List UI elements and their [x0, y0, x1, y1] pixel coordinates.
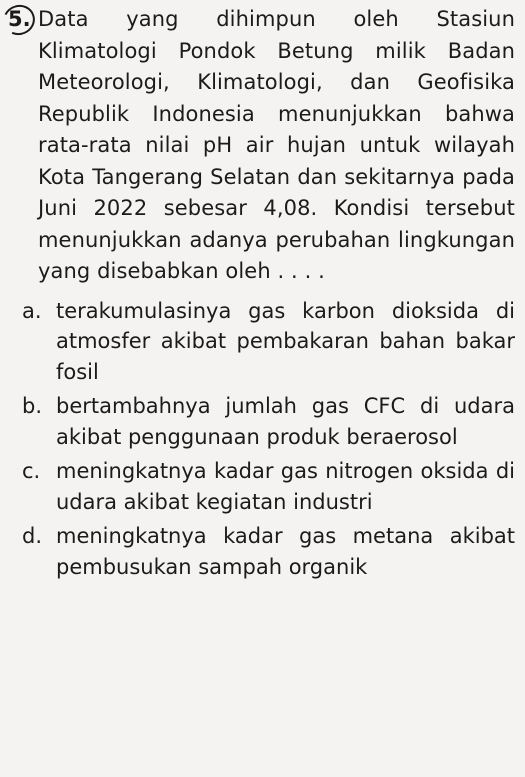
option-text: bertambahnya jumlah gas CFC di udara akibat penggunaan produk beraerosol — [56, 394, 515, 449]
circle-mark-icon — [0, 0, 39, 39]
option-b[interactable] — [22, 391, 515, 452]
option-letter: d. — [22, 524, 43, 548]
option-letter: b. — [22, 394, 43, 418]
option-text: meningkatnya kadar gas nitrogen oksida di udara akibat kegiatan industri — [56, 459, 515, 514]
option-text: terakumulasinya gas karbon dioksida di atmosfer akibat pembakaran bahan bakar fosil — [56, 298, 515, 384]
answer-options — [8, 296, 515, 583]
option-c[interactable] — [22, 456, 515, 517]
question-number — [8, 4, 38, 35]
option-a[interactable] — [22, 296, 515, 388]
option-letter: a. — [22, 298, 42, 323]
question-stem: Data yang dihimpun oleh Stasiun Klimatologi Pondok Betung milik Badan Meteorologi, Klimatologi, dan Geofisika Republik Indonesia menunjukkan bahwa rata-rata nilai pH air hujan untuk wilayah Kota Tangerang Selatan dan sekitarnya pada Juni 2022 sebesar 4,08. Kondisi tersebut menunjukkan adanya perubahan lingkungan yang disebabkan oleh . . . . — [38, 7, 515, 283]
option-d[interactable] — [22, 521, 515, 582]
question-number-label: 5. — [8, 7, 31, 31]
option-letter: c. — [22, 459, 41, 483]
option-text: meningkatnya kadar gas metana akibat pembusukan sampah organik — [56, 524, 515, 579]
question-block — [8, 4, 515, 288]
